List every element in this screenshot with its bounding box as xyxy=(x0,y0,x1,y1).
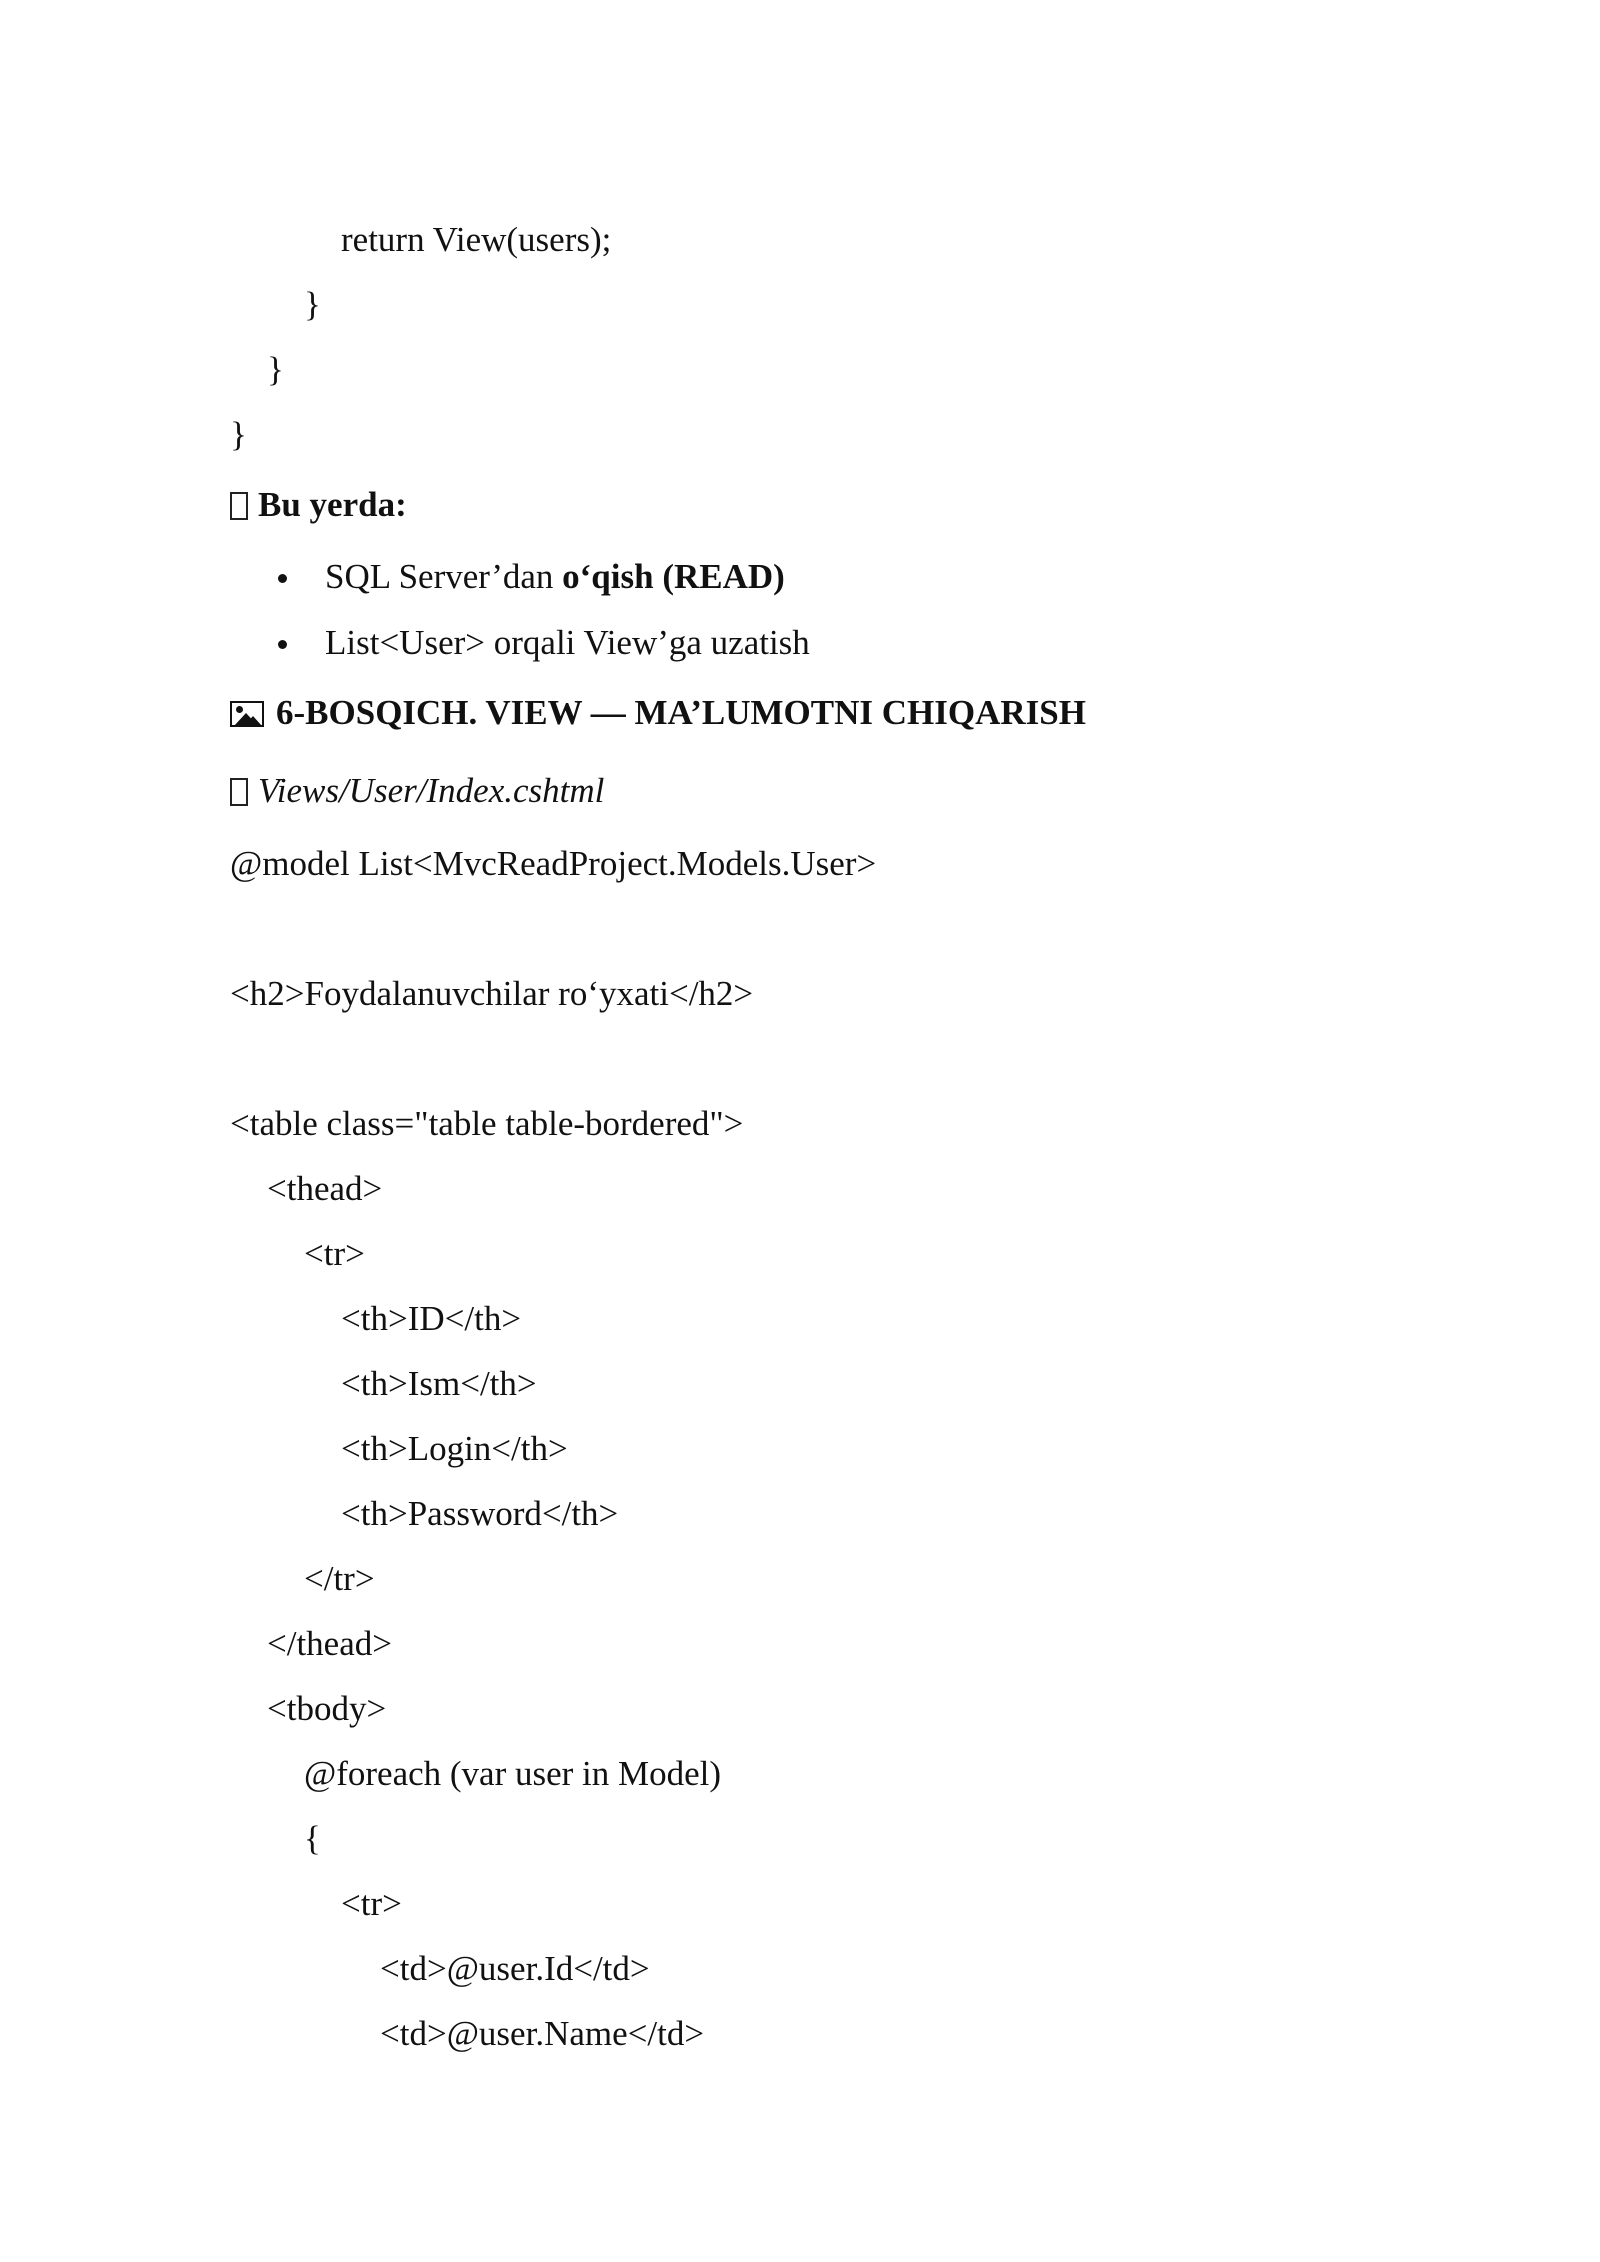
bullet-text: List<User> orqali View’ga uzatish xyxy=(325,623,810,662)
code-line-brace-open: { xyxy=(304,1819,321,1858)
code-line-th-id: <th>ID</th> xyxy=(341,1299,522,1338)
code-line-th-login: <th>Login</th> xyxy=(341,1429,568,1468)
bullet-item-read xyxy=(325,555,785,599)
framed-picture-icon xyxy=(230,701,264,727)
bullet-bold-text: o‘qish (READ) xyxy=(562,557,785,596)
code-line-brace: } xyxy=(304,285,321,324)
code-line-thead-close: </thead> xyxy=(267,1624,392,1663)
code-line-model: @model List<MvcReadProject.Models.User> xyxy=(230,844,877,883)
code-line-brace: } xyxy=(230,415,247,454)
note-label: Bu yerda: xyxy=(258,485,407,524)
code-line-th-ism: <th>Ism</th> xyxy=(341,1364,537,1403)
bullet-dot xyxy=(278,640,287,649)
section-heading-text: 6-BOSQICH. VIEW — MA’LUMOTNI CHIQARISH xyxy=(276,693,1086,732)
code-line-tr-row: <tr> xyxy=(341,1884,402,1923)
code-line-foreach: @foreach (var user in Model) xyxy=(304,1754,722,1793)
file-path: Views/User/Index.cshtml xyxy=(258,771,605,810)
code-line-th-password: <th>Password</th> xyxy=(341,1494,619,1533)
code-line-brace: } xyxy=(267,350,284,389)
missing-glyph-icon xyxy=(230,492,248,520)
bullet-item-list xyxy=(325,621,810,665)
bullet-text: SQL Server’dan xyxy=(325,557,563,596)
code-line-td-name: <td>@user.Name</td> xyxy=(380,2014,705,2053)
file-path-line xyxy=(230,769,604,813)
code-line-h2: <h2>Foydalanuvchilar ro‘yxati</h2> xyxy=(230,974,754,1013)
code-line-tr-close: </tr> xyxy=(304,1559,375,1598)
code-line-return: return View(users); xyxy=(341,220,612,259)
missing-glyph-icon xyxy=(230,778,248,806)
code-line-td-id: <td>@user.Id</td> xyxy=(380,1949,650,1988)
code-line-table: <table class="table table-bordered"> xyxy=(230,1104,744,1143)
code-line-tbody: <tbody> xyxy=(267,1689,387,1728)
code-line-thead: <thead> xyxy=(267,1169,383,1208)
section-heading xyxy=(230,691,1086,735)
code-line-tr: <tr> xyxy=(304,1234,365,1273)
bullet-dot xyxy=(278,574,287,583)
note-label-line xyxy=(230,483,407,527)
